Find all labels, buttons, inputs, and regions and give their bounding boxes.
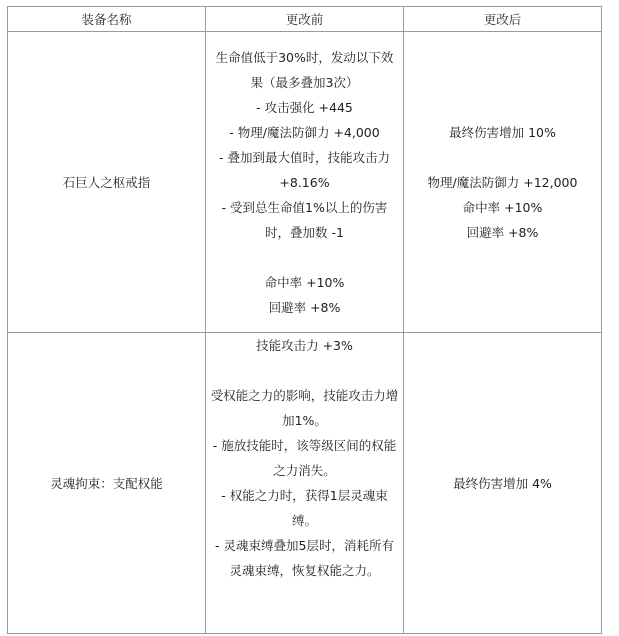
before-line: +8.16%: [279, 174, 330, 190]
after-change-cell: [404, 333, 602, 634]
after-change-cell: [404, 32, 602, 333]
before-line: - 灵魂束缚叠加5层时，消耗所有: [215, 538, 394, 553]
before-line: 生命值低于30%时，发动以下效: [215, 49, 394, 65]
blank-line: [206, 358, 403, 383]
after-line: 物理/魔法防御力 +12,000: [427, 174, 578, 190]
header-equipment-name: 装备名称: [8, 7, 206, 32]
header-before-change: 更改前: [206, 7, 404, 32]
before-line: - 叠加到最大值时，技能攻击力: [219, 149, 390, 165]
before-line: 缚。: [291, 513, 317, 528]
before-change-cell: [206, 32, 404, 333]
header-row: [8, 7, 602, 32]
before-line: - 受到总生命值1%以上的伤害: [221, 199, 388, 215]
before-line: 之力消失。: [273, 463, 336, 478]
after-line: 回避率 +8%: [466, 224, 539, 240]
before-line: - 施放技能时，该等级区间的权能: [212, 438, 397, 453]
equipment-name-cell: [8, 32, 206, 333]
before-line: - 物理/魔法防御力 +4,000: [229, 124, 380, 140]
before-change-cell: [206, 333, 404, 634]
after-line: 命中率 +10%: [462, 199, 543, 215]
equipment-name: 灵魂拘束：支配权能: [50, 475, 163, 491]
equipment-change-table: [7, 6, 602, 634]
before-line: 回避率 +8%: [268, 299, 341, 315]
equipment-name-cell: [8, 333, 206, 634]
before-line: - 攻击强化 +445: [256, 99, 353, 115]
table-row: [8, 32, 602, 333]
header-after-change: 更改后: [404, 7, 602, 32]
table-row: [8, 333, 602, 634]
blank-line: [404, 145, 601, 170]
after-line: 最终伤害增加 10%: [449, 124, 556, 140]
after-line: 最终伤害增加 4%: [453, 475, 552, 491]
before-line: 技能攻击力 +3%: [256, 338, 353, 353]
before-line: - 权能之力时，获得1层灵魂束: [221, 488, 388, 503]
blank-line: [206, 245, 403, 270]
before-line: 加1%。: [282, 413, 327, 428]
before-line: 时，叠加数 -1: [265, 224, 344, 240]
before-line: 灵魂束缚，恢复权能之力。: [229, 563, 380, 578]
before-line: 命中率 +10%: [264, 274, 345, 290]
equipment-name: 石巨人之枢戒指: [62, 174, 151, 190]
before-line: 受权能之力的影响，技能攻击力增: [210, 388, 399, 403]
before-line: 果（最多叠加3次）: [250, 74, 359, 90]
